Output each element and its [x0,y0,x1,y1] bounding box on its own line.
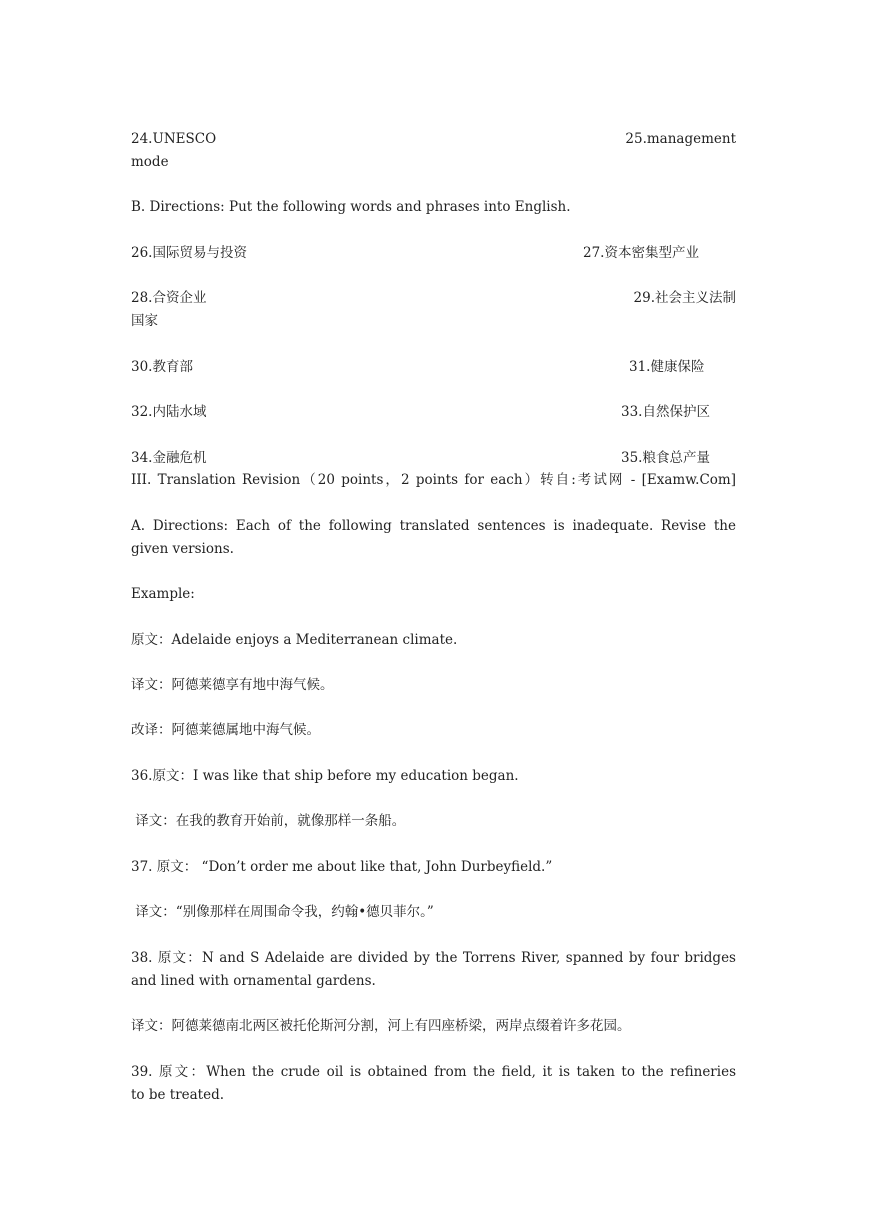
item-32: 32.内陆水域 [131,404,207,420]
item-38-translation: 译文：阿德莱德南北两区被托伦斯河分割，河上有四座桥梁，两岸点缀着许多花园。 [131,1018,631,1034]
item-38-original-line2: and lined with ornamental gardens. [131,973,376,989]
item-37-original: 37. 原文： “Don’t order me about like that, John Durbeyfield.” [131,859,553,875]
section-iii-heading: III. Translation Revision（20 points，2 points for each）转自:考试网 - [Examw.Com] [131,472,736,488]
example-label: Example: [131,586,195,602]
item-39-original-line1: 39. 原文：When the crude oil is obtained from the field, it is taken to the refineries [131,1064,736,1080]
item-35: 35.粮食总产量 [621,450,710,466]
item-39-original-line2: to be treated. [131,1087,225,1103]
item-37-translation: 译文：“别像那样在周围命令我，约翰•德贝菲尔。” [131,904,434,920]
item-29: 29.社会主义法制 [633,290,736,306]
item-29-continued: 国家 [131,313,158,329]
item-36-original: 36.原文：I was like that ship before my education began. [131,768,519,784]
item-25: 25.management [625,131,736,147]
item-34: 34.金融危机 [131,450,207,466]
item-28: 28.合资企业 [131,290,207,306]
item-26: 26.国际贸易与投资 [131,245,247,261]
section-b-directions: B. Directions: Put the following words and phrases into English. [131,199,571,215]
item-27: 27.资本密集型产业 [583,245,699,261]
item-38-original-line1: 38. 原文：N and S Adelaide are divided by the Torrens River, spanned by four bridges [131,950,736,966]
item-24: 24.UNESCO [131,131,217,147]
item-31: 31.健康保险 [629,359,705,375]
item-25-continued: mode [131,154,169,170]
item-33: 33.自然保护区 [621,404,710,420]
item-36-translation: 译文：在我的教育开始前，就像那样一条船。 [131,813,406,829]
example-revised: 改译：阿德莱德属地中海气候。 [131,722,320,738]
item-30: 30.教育部 [131,359,193,375]
example-translation: 译文：阿德莱德享有地中海气候。 [131,677,334,693]
example-original: 原文：Adelaide enjoys a Mediterranean climate. [131,632,458,648]
section-a-directions-line2: given versions. [131,541,234,557]
section-a-directions-line1: A. Directions: Each of the following translated sentences is inadequate. Revise the [131,518,736,534]
